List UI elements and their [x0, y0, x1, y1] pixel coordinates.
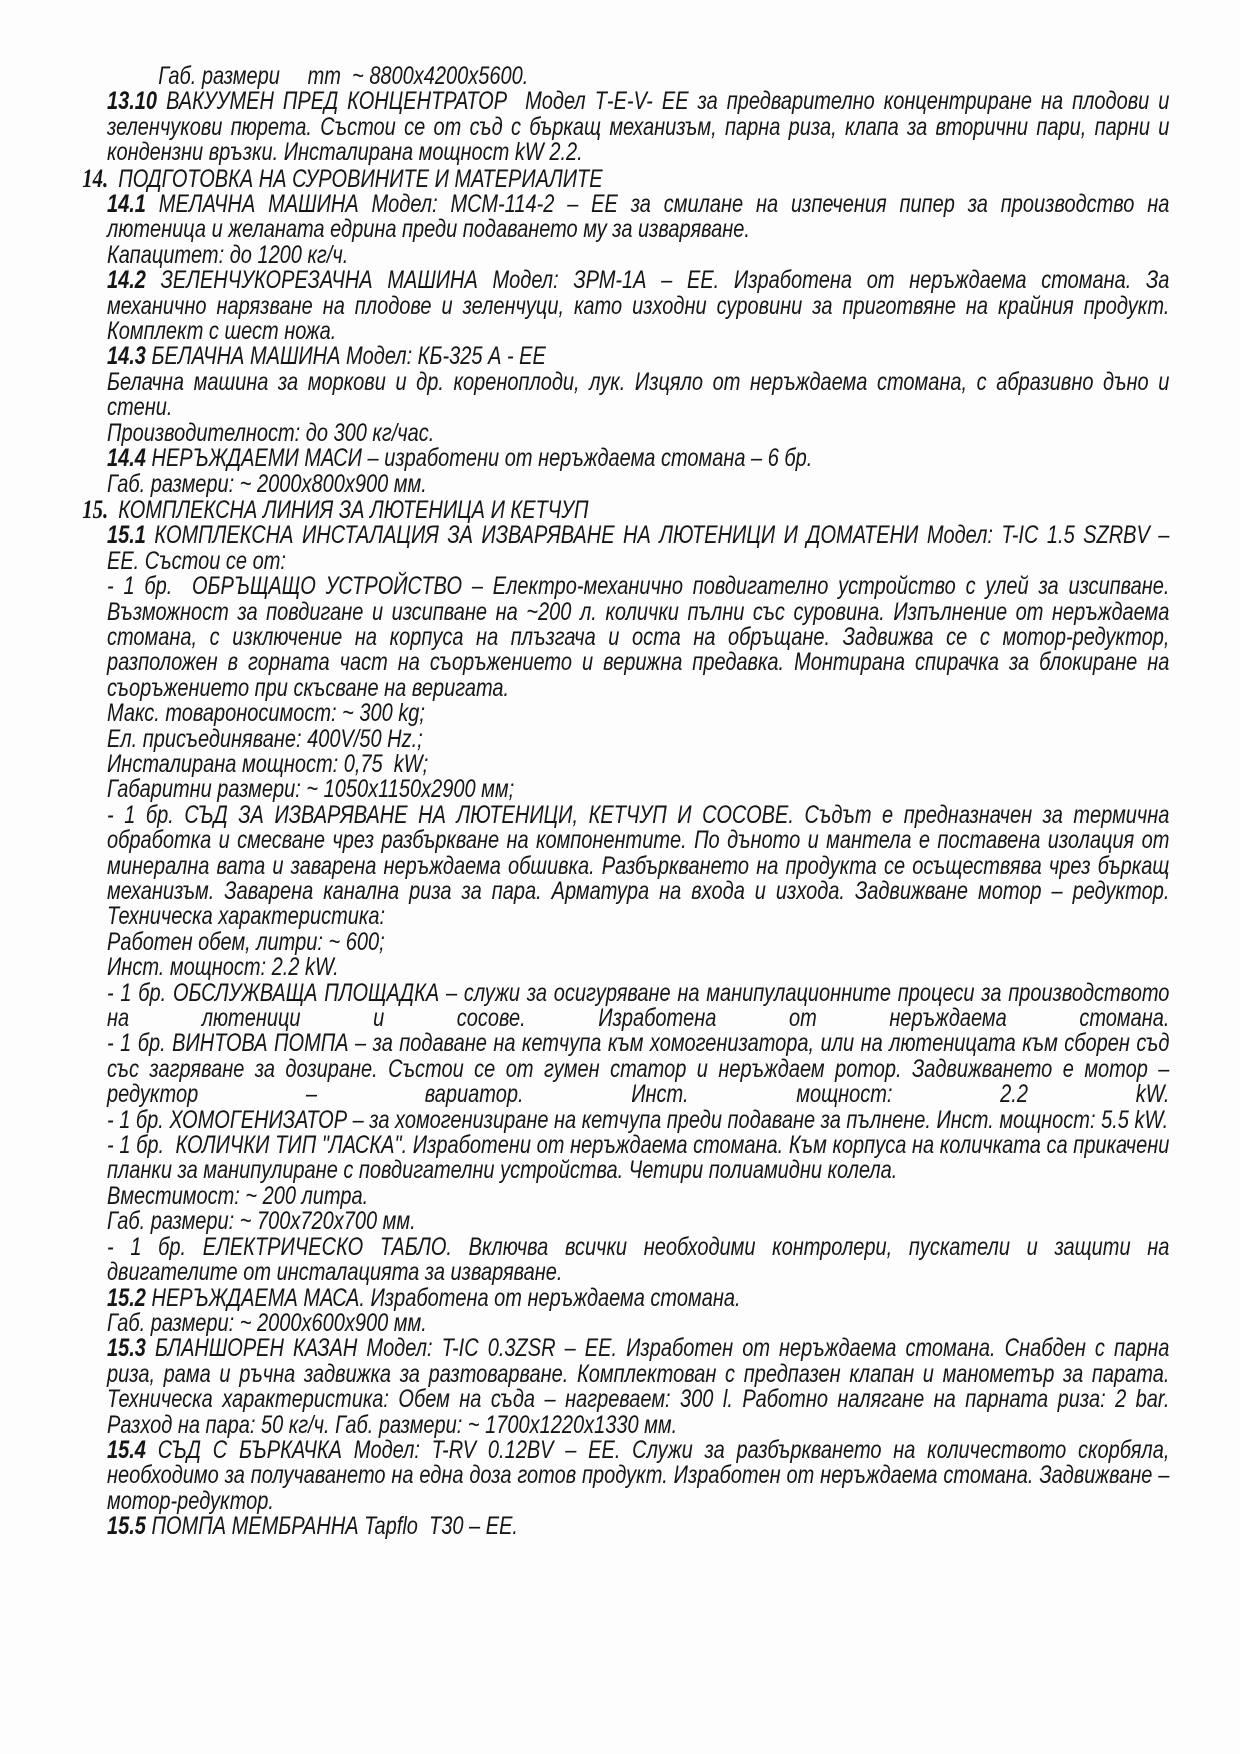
- paragraph: - 1 бр. СЪД ЗА ИЗВАРЯВАНЕ НА ЛЮТЕНИЦИ, КЕТЧУП И СОСОВЕ. Съдът е предназначен за термична обработка и смесване чрез разбъркване на компонентите. По дъното и мантела е поставена изолация от минерална вата и заварена неръждаема обшивка. Разбъркването на продукта се осъществява чрез бъркащ механизъм. Заварена канална риза за пара. Арматура на входа и изхода. Задвижване мотор – редуктор.: [107, 800, 1170, 905]
- paragraph-15.3: 15.3 БЛАНШОРЕН КАЗАН Модел: T-IC 0.3ZSR – ЕЕ. Изработен от неръждаема стомана. Снабден с парна риза, рама и ръчна задвижка за разтоварване. Комплектован с предпазен клапан и манометър за парата. Техническа характеристика: Обем на съда – нагреваем: 300 l. Работно налягане на парната риза: 2 bar. Разход на пара: 50 кг/ч. Габ. размери: ~ 1700х1220х1330 мм.: [107, 1334, 1170, 1439]
- paragraph-14.1: 14.1 МЕЛАЧНА МАШИНА Модел: МСМ-114-2 – ЕЕ за смилане на изпечения пипер за производство на лютеница и желаната едрина преди подаването му за изваряване.: [107, 190, 1170, 244]
- paragraph-14.4: 14.4 НЕРЪЖДАЕМИ МАСИ – изработени от неръждаема стомана – 6 бр.: [107, 444, 813, 473]
- paragraph-13.10: 13.10 ВАКУУМЕН ПРЕД КОНЦЕНТРАТОР Модел Т-Е-V- ЕЕ за предварително концентриране на плодови и зеленчукови пюрета. Състои се от съд с бъркащ механизъм, парна риза, клапа за вторични пари, парни и кондензни връзки. Инсталирана мощност kW 2.2.: [107, 87, 1170, 167]
- paragraph-number: 15.5: [107, 1512, 146, 1541]
- paragraph: Капацитет: до 1200 кг/ч.: [107, 240, 349, 269]
- paragraph: Техническа характеристика:: [107, 902, 386, 931]
- paragraph-number: 13.10: [107, 87, 158, 116]
- paragraph: Макс. товароносимост: ~ 300 kg;: [107, 699, 425, 728]
- paragraph-number: 14.4: [107, 444, 146, 473]
- paragraph: Габ. размери: ~ 700х720х700 мм.: [107, 1207, 416, 1236]
- paragraph-number: 15.: [82, 494, 109, 524]
- paragraph: Ел. присъединяване: 400V/50 Hz.;: [107, 724, 423, 753]
- paragraph: Вместимост: ~ 200 литра.: [107, 1181, 369, 1210]
- paragraph-number: 15.1: [107, 521, 146, 550]
- paragraph-number: 15.4: [107, 1435, 146, 1464]
- paragraph-14.2: 14.2 ЗЕЛЕНЧУКОРЕЗАЧНА МАШИНА Модел: ЗРМ-1А – ЕЕ. Изработена от неръждаема стомана. За механично нарязване на плодове и зеленчуци, като изходни суровини за приготвяне на крайния продукт. Комплект с шест ножа.: [107, 266, 1170, 346]
- paragraph: Инст. мощност: 2.2 kW.: [107, 953, 339, 982]
- paragraph-number: 14.2: [107, 266, 146, 295]
- paragraph-14: 14. ПОДГОТОВКА НА СУРОВИНИТЕ И МАТЕРИАЛИТЕ: [82, 163, 603, 193]
- paragraph: - 1 бр. ЕЛЕКТРИЧЕСКО ТАБЛО. Включва всички необходими контролери, пускатели и защити на двигателите от инсталацията за изваряване.: [107, 1232, 1170, 1287]
- paragraph: Инсталирана мощност: 0,75 kW;: [107, 749, 429, 778]
- paragraph: Белачна машина за моркови и др. кореноплоди, лук. Изцяло от неръждаема стомана, с абразивно дъно и стени.: [107, 367, 1170, 422]
- paragraph-15: 15. КОМПЛЕКСНА ЛИНИЯ ЗА ЛЮТЕНИЦА И КЕТЧУП: [82, 494, 589, 524]
- paragraph: - 1 бр. ХОМОГЕНИЗАТОР – за хомогенизиране на кетчупа преди подаване за пълнене. Инст. мощност: 5.5 kW.: [107, 1105, 1169, 1134]
- paragraph-number: 15.3: [107, 1334, 146, 1363]
- paragraph-15.5: 15.5 ПОМПА МЕМБРАННА Tapflo Т30 – ЕЕ.: [107, 1512, 518, 1541]
- paragraph: - 1 бр. КОЛИЧКИ ТИП "ЛАСКА". Изработени от неръждаема стомана. Към корпуса на количката са прикачени планки за манипулиране с повдигателни устройства. Четири полиамидни колела.: [107, 1131, 1170, 1185]
- paragraph: - 1 бр. ВИНТОВА ПОМПА – за подаване на кетчупа към хомогенизатора, или на лютеницата към сборен съд със загряване за дозиране. Състои се от гумен статор и неръждаем ротор. Задвижването е мотор – редуктор – вариатор. Инст. мощност: 2.2 kW.: [107, 1029, 1170, 1109]
- paragraph-15.2: 15.2 НЕРЪЖДАЕМА МАСА. Изработена от неръждаема стомана.: [107, 1283, 741, 1312]
- paragraph: Габ. размери: ~ 2000х800х900 мм.: [107, 469, 427, 498]
- paragraph: Работен обем, литри: ~ 600;: [107, 927, 385, 956]
- paragraph-number: 14.1: [107, 190, 146, 219]
- paragraph: - 1 бр. ОБРЪЩАЩО УСТРОЙСТВО – Електро-механично повдигателно устройство с улей за изсипване. Възможност за повдигане и изсипване на ~200 л. колички пълни със суровина. Изпълнение от неръждаема стомана, с изключение на корпуса на плъзгача и оста на обръщане. Задвижва се с мотор-редуктор, разположен в горната част на съоръжението и верижна предавка. Монтирана спирачка за блокиране на съоръжението при скъсване на веригата.: [107, 572, 1170, 702]
- paragraph: - 1 бр. ОБСЛУЖВАЩА ПЛОЩАДКА – служи за осигуряване на манипулационните процеси за производството на лютеници и сосове. Изработена от неръждаема стомана.: [107, 978, 1170, 1033]
- paragraph-15.4: 15.4 СЪД С БЪРКАЧКА Модел: T-RV 0.12BV – ЕЕ. Служи за разбъркването на количеството скорбяла, необходимо за получаването на една доза готов продукт. Изработен от неръждаема стомана. Задвижване – мотор-редуктор.: [107, 1435, 1170, 1515]
- paragraph: Габ. размери: ~ 2000х600х900 мм.: [107, 1308, 427, 1337]
- paragraph: Габаритни размери: ~ 1050х1150х2900 мм;: [107, 775, 515, 804]
- paragraph-14.3: 14.3 БЕЛАЧНА МАШИНА Модел: КБ-325 А - ЕЕ: [107, 342, 546, 371]
- paragraph-number: 15.2: [107, 1283, 146, 1312]
- paragraph-number: 14.: [82, 163, 109, 193]
- document-text-block: [82, 62, 1170, 1541]
- paragraph-number: 14.3: [107, 342, 146, 371]
- paragraph-15.1: 15.1 КОМПЛЕКСНА ИНСТАЛАЦИЯ ЗА ИЗВАРЯВАНЕ НА ЛЮТЕНИЦИ И ДОМАТЕНИ Модел: T-IC 1.5 SZRBV – ЕЕ. Състои се от:: [107, 521, 1170, 575]
- document-body: [82, 62, 1170, 1541]
- paragraph: Производителност: до 300 кг/час.: [107, 418, 435, 447]
- paragraph: Габ. размери mm ~ 8800х4200х5600.: [158, 62, 529, 90]
